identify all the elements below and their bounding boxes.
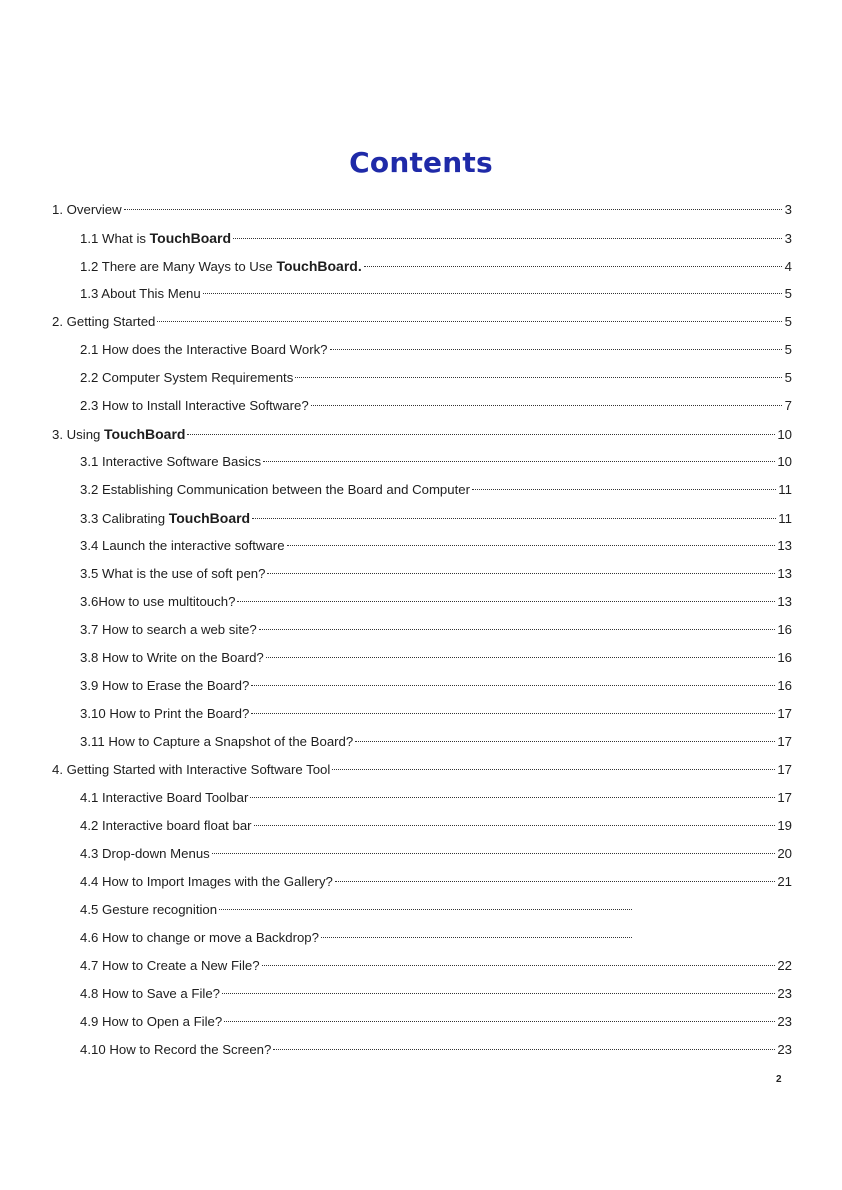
toc-entry-page: 21 (777, 874, 792, 889)
toc-entry-text: 3.10 How to Print the Board? (80, 706, 250, 721)
dot-leader (335, 881, 775, 882)
dot-leader (233, 238, 782, 239)
toc-entry-label (80, 896, 217, 924)
toc-entry-label (80, 224, 231, 253)
toc-entry-text: 4.9 How to Open a File? (80, 1014, 223, 1029)
toc-entry-text: 3.2 Establishing Communication between the Board and Computer (80, 482, 470, 497)
toc-entry[interactable] (52, 952, 792, 980)
toc-entry[interactable] (52, 728, 792, 756)
toc-entry-page: 5 (784, 314, 792, 329)
dot-leader (472, 489, 776, 490)
toc-entry-label (80, 560, 265, 588)
toc-entry-page: 5 (784, 286, 792, 301)
toc-entry-page: 22 (777, 958, 792, 973)
dot-leader (224, 1021, 775, 1022)
toc-entry-text: 3.8 How to Write on the Board? (80, 650, 264, 665)
toc-entry[interactable] (52, 196, 792, 224)
toc-entry-text: 3.1 Interactive Software Basics (80, 454, 262, 469)
dot-leader (252, 518, 776, 519)
toc-entry[interactable] (52, 896, 792, 924)
dot-leader (332, 769, 775, 770)
toc-entry-page: 3 (784, 202, 792, 217)
toc-entry[interactable] (52, 812, 792, 840)
toc-entry-label (80, 252, 362, 281)
toc-entry-page: 7 (784, 398, 792, 413)
toc-entry-label (80, 644, 264, 672)
toc-entry-page: 23 (777, 986, 792, 1001)
toc-entry-text: 4.4 How to Import Images with the Gallery? (80, 874, 333, 889)
table-of-contents (52, 196, 792, 1064)
toc-entry-label (80, 448, 261, 476)
toc-entry-label (80, 280, 201, 308)
toc-entry-text: 4.6 How to change or move a Backdrop? (80, 930, 319, 945)
toc-entry-text: 1.2 There are Many Ways to Use (80, 259, 277, 274)
dot-leader (330, 349, 782, 350)
toc-entry-text: 2. Getting Started (52, 314, 156, 329)
page-title: Contents (349, 146, 493, 179)
toc-entry-text: 3.3 Calibrating (80, 511, 169, 526)
toc-entry-label (52, 756, 330, 784)
toc-entry-page: 16 (777, 650, 792, 665)
toc-entry-brand: TouchBoard. (276, 258, 362, 274)
toc-entry[interactable] (52, 1008, 792, 1036)
dot-leader (222, 993, 775, 994)
toc-entry[interactable] (52, 784, 792, 812)
toc-entry[interactable] (52, 616, 792, 644)
dot-leader (287, 545, 776, 546)
toc-entry[interactable] (52, 840, 792, 868)
toc-entry-page: 17 (777, 706, 792, 721)
toc-entry[interactable] (52, 448, 792, 476)
toc-entry-label (80, 392, 309, 420)
toc-entry-label (80, 504, 250, 533)
toc-entry[interactable] (52, 644, 792, 672)
toc-entry-page: 11 (778, 511, 792, 526)
toc-entry-label (52, 420, 185, 449)
dot-leader (251, 713, 775, 714)
toc-entry-page: 5 (784, 370, 792, 385)
dot-leader (212, 853, 776, 854)
dot-leader (254, 825, 776, 826)
dot-leader (203, 293, 782, 294)
dot-leader (251, 685, 775, 686)
toc-entry-page: 13 (777, 594, 792, 609)
toc-entry-page: 5 (784, 342, 792, 357)
toc-entry[interactable] (52, 868, 792, 896)
toc-entry-brand: TouchBoard (104, 426, 186, 442)
toc-entry-text: 2.2 Computer System Requirements (80, 370, 294, 385)
toc-entry-page: 10 (777, 427, 792, 442)
dot-leader (237, 601, 775, 602)
dot-leader (124, 209, 782, 210)
toc-entry[interactable] (52, 252, 792, 280)
toc-entry[interactable] (52, 924, 792, 952)
toc-entry-text: 4.5 Gesture recognition (80, 902, 218, 917)
toc-entry-label (80, 336, 328, 364)
dot-leader (250, 797, 775, 798)
toc-entry[interactable] (52, 560, 792, 588)
toc-entry-text: 4.1 Interactive Board Toolbar (80, 790, 249, 805)
toc-entry-text: 1.3 About This Menu (80, 286, 201, 301)
toc-entry-text: 1.1 What is (80, 231, 150, 246)
toc-entry-text: 3.6How to use multitouch? (80, 594, 236, 609)
toc-entry[interactable] (52, 280, 792, 308)
toc-entry-page: 17 (777, 734, 792, 749)
toc-entry-label (80, 476, 470, 504)
dot-leader (295, 377, 782, 378)
toc-entry-text: 1. Overview (52, 202, 122, 217)
toc-entry-brand: TouchBoard (168, 510, 251, 526)
toc-entry[interactable] (52, 1036, 792, 1064)
toc-entry-label (80, 868, 333, 896)
dot-leader (157, 321, 782, 322)
dot-leader (273, 1049, 775, 1050)
toc-entry-page: 10 (777, 454, 792, 469)
toc-entry[interactable] (52, 756, 792, 784)
toc-entry[interactable] (52, 420, 792, 448)
toc-entry-page: 13 (777, 538, 792, 553)
toc-entry[interactable] (52, 504, 792, 532)
toc-entry-text: 4. Getting Started with Interactive Software Tool (52, 762, 331, 777)
dot-leader (259, 629, 776, 630)
toc-entry-text: 2.1 How does the Interactive Board Work? (80, 342, 328, 357)
toc-entry-label (80, 672, 249, 700)
toc-entry-label (80, 1008, 222, 1036)
toc-entry-text: 4.7 How to Create a New File? (80, 958, 260, 973)
dot-leader (321, 937, 632, 938)
toc-entry-text: 4.10 How to Record the Screen? (80, 1042, 272, 1057)
toc-entry-label (80, 812, 252, 840)
toc-entry-label (80, 924, 319, 952)
toc-entry-text: 3.5 What is the use of soft pen? (80, 566, 266, 581)
toc-entry-label (52, 196, 122, 224)
dot-leader (355, 741, 775, 742)
toc-entry-label (80, 980, 220, 1008)
page-number: 2 (776, 1074, 782, 1085)
toc-entry-page: 20 (777, 846, 792, 861)
dot-leader (311, 405, 782, 406)
toc-entry-page: 19 (777, 818, 792, 833)
toc-entry-label (80, 616, 257, 644)
toc-entry-text: 4.2 Interactive board float bar (80, 818, 252, 833)
toc-entry[interactable] (52, 392, 792, 420)
toc-entry-page: 13 (777, 566, 792, 581)
dot-leader (219, 909, 632, 910)
toc-entry[interactable] (52, 532, 792, 560)
toc-entry-text: 2.3 How to Install Interactive Software? (80, 398, 309, 413)
toc-entry-text: 4.8 How to Save a File? (80, 986, 221, 1001)
toc-entry[interactable] (52, 700, 792, 728)
dot-leader (263, 461, 775, 462)
toc-entry-brand: TouchBoard (149, 230, 232, 246)
toc-entry[interactable] (52, 364, 792, 392)
dot-leader (187, 434, 775, 435)
toc-entry-text: 3.7 How to search a web site? (80, 622, 257, 637)
toc-entry-page: 23 (777, 1014, 792, 1029)
toc-entry-label (80, 728, 353, 756)
toc-entry-label (80, 700, 249, 728)
toc-entry-label (80, 784, 248, 812)
toc-entry-label (80, 364, 293, 392)
toc-entry-page: 17 (777, 790, 792, 805)
toc-entry[interactable] (52, 308, 792, 336)
toc-entry[interactable] (52, 336, 792, 364)
toc-entry-label (80, 588, 235, 616)
toc-entry[interactable] (52, 476, 792, 504)
toc-entry-page: 17 (777, 762, 792, 777)
toc-entry-label (80, 1036, 271, 1064)
toc-entry-label (80, 840, 210, 868)
toc-entry-page: 23 (777, 1042, 792, 1057)
toc-entry-text: 4.3 Drop-down Menus (80, 846, 210, 861)
toc-entry-label (80, 952, 260, 980)
toc-entry-text: 3.4 Launch the interactive software (80, 538, 285, 553)
toc-entry-page: 4 (784, 259, 792, 274)
toc-entry-label (52, 308, 155, 336)
toc-entry-page: 11 (778, 482, 792, 497)
dot-leader (364, 266, 782, 267)
toc-entry-page: 16 (777, 678, 792, 693)
toc-entry-text: 3.9 How to Erase the Board? (80, 678, 250, 693)
toc-entry-label (80, 532, 285, 560)
toc-entry-page: 16 (777, 622, 792, 637)
toc-entry-text: 3.11 How to Capture a Snapshot of the Board? (80, 734, 354, 749)
toc-entry-text: 3. Using (52, 427, 105, 442)
toc-entry[interactable] (52, 224, 792, 252)
toc-entry[interactable] (52, 588, 792, 616)
toc-entry[interactable] (52, 980, 792, 1008)
toc-entry[interactable] (52, 672, 792, 700)
dot-leader (262, 965, 776, 966)
dot-leader (266, 657, 776, 658)
toc-entry-page: 3 (784, 231, 792, 246)
dot-leader (267, 573, 775, 574)
